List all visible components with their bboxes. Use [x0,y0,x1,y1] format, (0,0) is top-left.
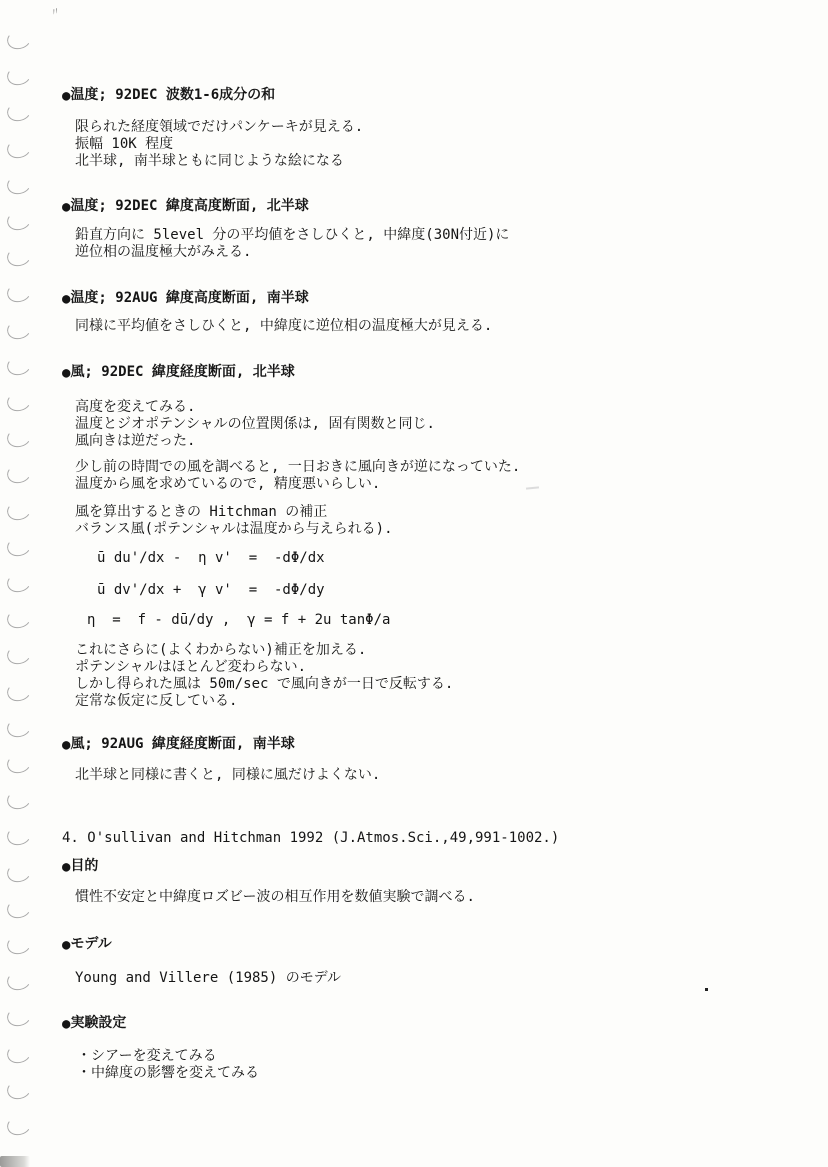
text-line: 少し前の時間での風を調べると, 一日おきに風向きが逆になっていた. [75,459,521,475]
binding-ring [5,1005,33,1029]
binding-ring [5,100,33,124]
section-heading-label: 温度; 92AUG 緯度高度断面, 南半球 [70,290,309,306]
text-line: 慣性不安定と中緯度ロズビー波の相互作用を数値実験で調べる. [75,889,475,905]
text-line: 温度とジオポテンシャルの位置関係は, 固有関数と同じ. [75,416,435,432]
text-line: 温度から風を求めているので, 精度悪いらしい. [75,476,381,492]
text-line: しかし得られた風は 50m/sec で風向きが一日で反転する. [75,676,454,692]
text-line: 高度を変えてみる. [75,399,196,415]
section-heading-model [62,936,792,954]
bullet-icon: ● [62,291,71,307]
section-heading-temp-92aug-lat-height-sh [62,290,792,308]
document-body [62,87,792,1082]
binding-ring [5,462,33,486]
text-line: Young and Villere (1985) のモデル [75,970,342,986]
binding-ring [5,860,33,884]
pen-mark: 〃 [49,5,63,20]
binding-ring [5,607,33,631]
text-line: 北半球と同様に書くと, 同様に風だけよくない. [75,767,381,783]
section-heading-temp-92dec-lat-height-nh [62,198,792,216]
text-line: 逆位相の温度極大がみえる. [75,244,252,260]
binding-ring [5,969,33,993]
section-heading-label: 温度; 92DEC 波数1-6成分の和 [70,87,276,103]
binding-ring [5,932,33,956]
experiment-item-list [77,1048,792,1082]
binding-ring [5,715,33,739]
section-heading-label: モデル [70,936,112,952]
equation-balance-wind-x: ū du'/dx - η v' = -dΦ/dx [97,550,325,566]
binding-ring [5,643,33,667]
binding-ring [5,426,33,450]
section-heading-label: 風; 92DEC 緯度経度断面, 北半球 [70,364,295,380]
text-line: 同様に平均値をさしひくと, 中緯度に逆位相の温度極大が見える. [75,318,493,334]
binding-ring [5,172,33,196]
paragraph [75,399,792,450]
paragraph [75,970,792,987]
bullet-icon: ● [62,199,71,215]
bullet-icon: ● [62,859,71,875]
reference-citation: 4. O'sullivan and Hitchman 1992 (J.Atmos.Sci.,49,991-1002.) [62,830,560,846]
spiral-binding [0,0,48,1167]
section-heading-label: 実験設定 [70,1015,127,1031]
list-item: ・シアーを変えてみる [77,1048,217,1064]
text-line: 振幅 10K 程度 [75,136,174,152]
section-heading-label: 風; 92AUG 緯度経度断面, 南半球 [70,736,295,752]
section-heading-label: 温度; 92DEC 緯度高度断面, 北半球 [70,198,309,214]
binding-ring [5,1077,33,1101]
binding-ring [5,570,33,594]
paragraph [75,767,792,784]
section-heading-purpose [62,858,792,876]
paragraph [75,459,792,493]
section-heading-wind-92dec-lat-lon-nh [62,364,792,382]
paragraph [75,889,792,906]
text-line: これにさらに(よくわからない)補正を加える. [75,642,367,658]
bullet-icon: ● [62,937,71,953]
bullet-icon: ● [62,737,71,753]
text-line: 風を算出するときの Hitchman の補正 [75,504,328,520]
binding-ring [5,679,33,703]
text-line: バランス風(ポテンシャルは温度から与えられる). [75,521,393,537]
binding-ring [5,136,33,160]
section-heading-wind-92aug-lat-lon-sh [62,736,792,754]
text-line: 北半球, 南半球ともに同じような絵になる [75,153,344,169]
binding-ring [5,788,33,812]
binding-ring [5,896,33,920]
paragraph [75,642,792,710]
binding-ring [5,208,33,232]
paragraph [75,318,792,335]
corner-smudge [0,1156,30,1167]
binding-ring [5,317,33,341]
paragraph [75,227,792,261]
list-item: ・中緯度の影響を変えてみる [77,1065,259,1081]
text-line: ポテンシャルはほとんど変わらない. [75,659,307,675]
binding-ring [5,389,33,413]
binding-ring [5,281,33,305]
section-heading-temp-92dec-wave [62,87,792,105]
bullet-icon: ● [62,1016,71,1032]
binding-ring [5,245,33,269]
bullet-icon: ● [62,365,71,381]
text-line: 定常な仮定に反している. [75,693,238,709]
bullet-icon: ● [62,88,71,104]
binding-ring [5,751,33,775]
binding-ring [5,1113,33,1137]
text-line: 鉛直方向に 5level 分の平均値をさしひくと, 中緯度(30N付近)に [75,227,510,243]
text-line: 風向きは逆だった. [75,433,196,449]
paragraph [75,119,792,170]
section-heading-experiment-setup [62,1015,792,1033]
binding-ring [5,353,33,377]
equation-balance-wind-y: ū dv'/dx + γ v' = -dΦ/dy [97,582,325,598]
section-heading-label: 目的 [70,858,99,874]
binding-ring [5,824,33,848]
binding-ring [5,64,33,88]
text-line: 限られた経度領域でだけパンケーキが見える. [75,119,364,135]
binding-ring [5,1041,33,1065]
paragraph [75,504,792,538]
binding-ring [5,27,33,51]
binding-ring [5,534,33,558]
binding-ring [5,498,33,522]
equation-eta-gamma: η = f - dū/dy , γ = f + 2u tanΦ/a [87,612,391,628]
